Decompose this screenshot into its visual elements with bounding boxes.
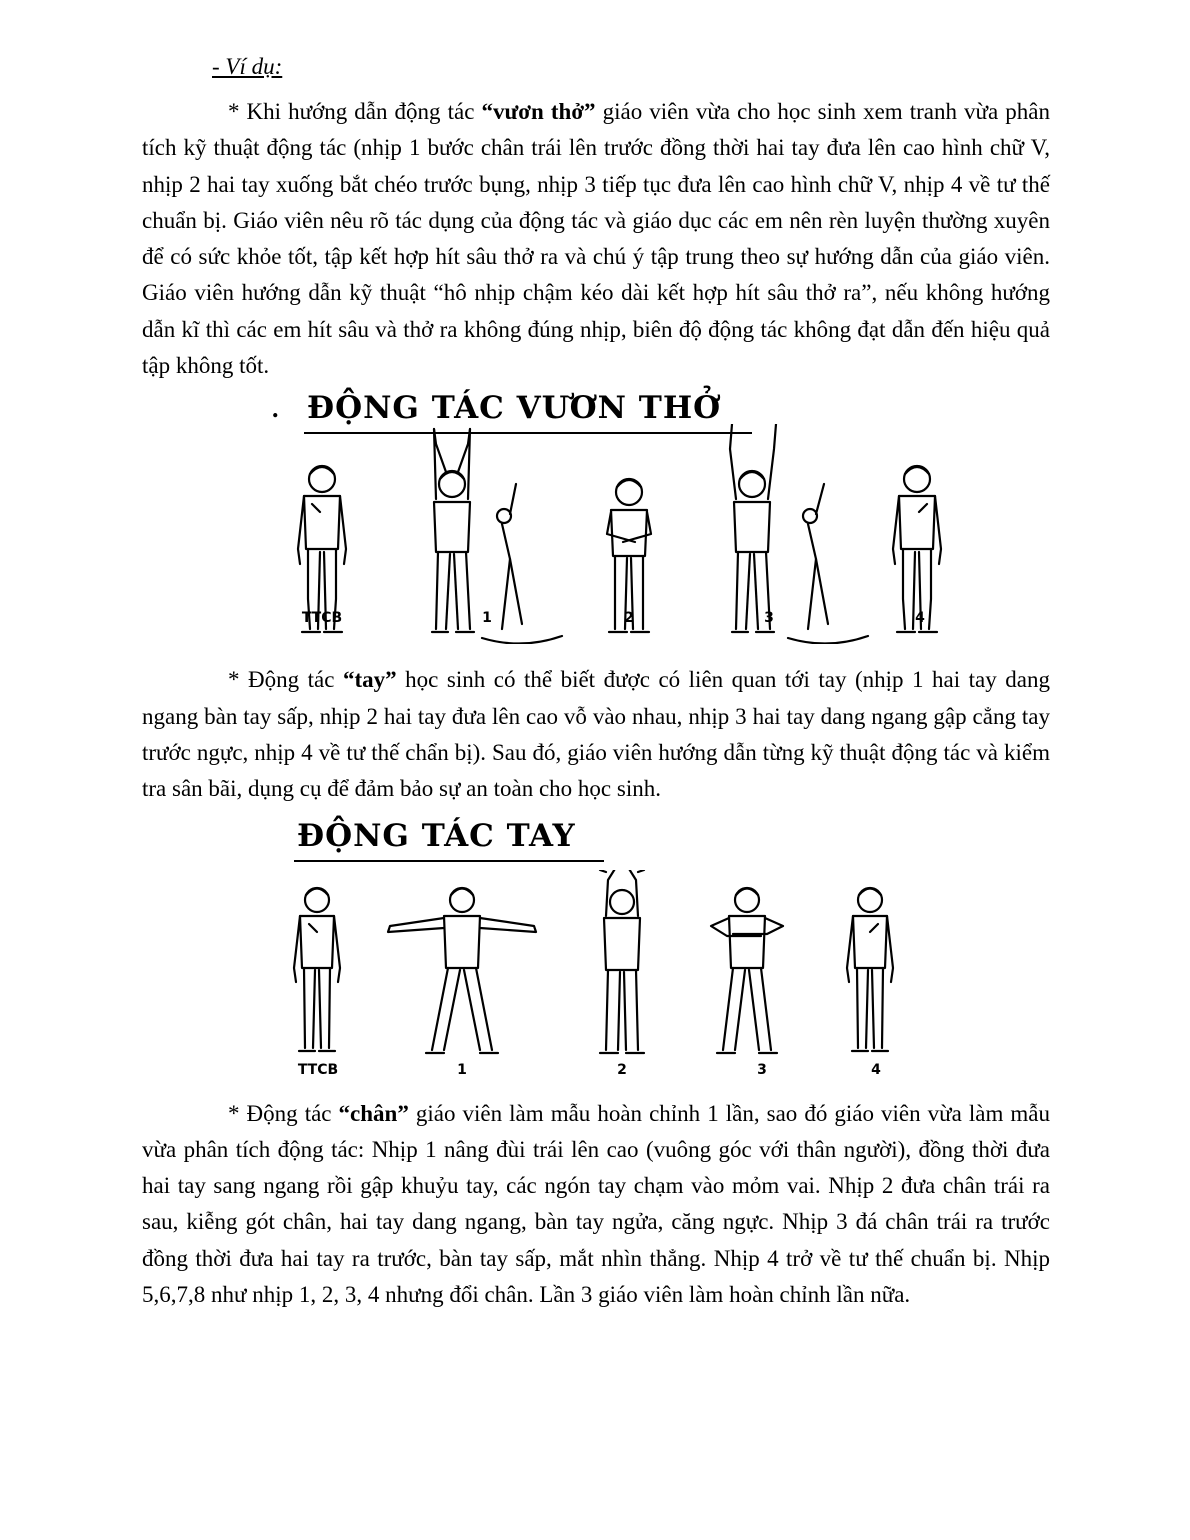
paragraph-chan: * Động tác “chân” giáo viên làm mẫu hoàn chỉnh 1 lần, sao đó giáo viên vừa làm mẫu vừa phân tích động tác: Nhịp 1 nâng đùi trái lên cao (vuông góc với thân người), đồng thời đưa hai tay sang ngang rồi gập khuỷu tay, các ngón tay chạm vào mỏm vai. Nhịp 2 đưa chân trái ra sau, kiễng gót chân, hai tay dang ngang, bàn tay ngửa, căng ngực. Nhịp 3 đá chân trái ra trước đồng thời đưa hai tay ra trước, bàn tay sấp, mắt nhìn thẳng. Nhịp 4 trở về tư thế chuẩn bị. Nhịp 5,6,7,8 như nhịp 1, 2, 3, 4 nhưng đổi chân. Lần 3 giáo viên làm hoàn chỉnh lần nữa. bbox=[142, 1100, 1051, 1308]
paragraph-tay: * Động tác “tay” học sinh có thể biết được có liên quan tới tay (nhịp 1 hai tay dang ngang bàn tay sấp, nhịp 2 hai tay đưa lên cao vỗ vào nhau, nhịp 3 hai tay dang ngang gập cẳng tay trước ngực, nhịp 4 về tư thế chẩn bị). Sau đó, giáo viên hướng dẫn từng kỹ thuật động tác và kiểm tra sân bãi, dụng cụ để đảm bảo sự an toàn cho học sinh. bbox=[142, 667, 1050, 802]
label-3: 3 bbox=[757, 1061, 767, 1078]
figure-illustration bbox=[142, 870, 1050, 1070]
figure-labels bbox=[142, 602, 1050, 642]
figure-title-underline bbox=[294, 860, 604, 862]
figure-tay bbox=[142, 814, 1050, 1094]
figure-bullet-dot: . bbox=[272, 394, 279, 424]
label-3: 3 bbox=[764, 610, 774, 627]
label-4: 4 bbox=[915, 610, 925, 627]
label-1: 1 bbox=[457, 1061, 467, 1078]
exercise-figure-2 bbox=[600, 870, 644, 1053]
term-tay: “tay” bbox=[342, 667, 397, 693]
term-vuon-tho: “vươn thở” bbox=[481, 99, 596, 124]
exercise-figure-1 bbox=[388, 888, 536, 1053]
exercise-figure-3 bbox=[711, 888, 783, 1053]
document-page bbox=[142, 52, 1050, 1313]
label-ttcb: TTCB bbox=[301, 610, 343, 627]
exercise-figure-ttcb bbox=[294, 888, 340, 1051]
figure-vuon-tho bbox=[142, 384, 1050, 654]
label-4: 4 bbox=[871, 1061, 881, 1078]
figure-title: ĐỘNG TÁC TAY bbox=[297, 817, 576, 854]
label-2: 2 bbox=[617, 1061, 627, 1078]
figure-title: ĐỘNG TÁC VƯƠN THỞ bbox=[307, 390, 722, 427]
label-2: 2 bbox=[624, 610, 634, 627]
paragraph-vuon-tho: * Khi hướng dẫn động tác “vươn thở” giáo viên vừa cho học sinh xem tranh vừa phân tích kỹ thuật động tác (nhịp 1 bước chân trái lên trước đồng thời hai tay đưa lên cao hình chữ V, nhịp 2 hai tay xuống bắt chéo trước bụng, nhịp 3 tiếp tục đưa lên cao hình chữ V, nhịp 4 về tư thế chuẩn bị. Giáo viên nêu rõ tác dụng của động tác và giáo dục các em nên rèn luyện thường xuyên để có sức khỏe tốt, tập kết hợp hít sâu thở ra và chú ý tập trung theo sự hướng dẫn của giáo viên. Giáo viên hướng dẫn kỹ thuật “hô nhịp chậm kéo dài kết hợp hít sâu thở ra”, nếu không hướng dẫn kĩ thì các em hít sâu và thở ra không đúng nhịp, biên độ động tác không đạt dẫn đến hiệu quả tập không tốt. bbox=[142, 99, 1050, 379]
exercise-figure-4 bbox=[847, 888, 893, 1051]
term-chan: “chân” bbox=[338, 1100, 409, 1126]
label-1: 1 bbox=[482, 610, 492, 627]
example-heading: - Ví dụ: bbox=[212, 54, 283, 79]
figure-labels bbox=[142, 1056, 1050, 1086]
label-ttcb: TTCB bbox=[297, 1061, 339, 1078]
